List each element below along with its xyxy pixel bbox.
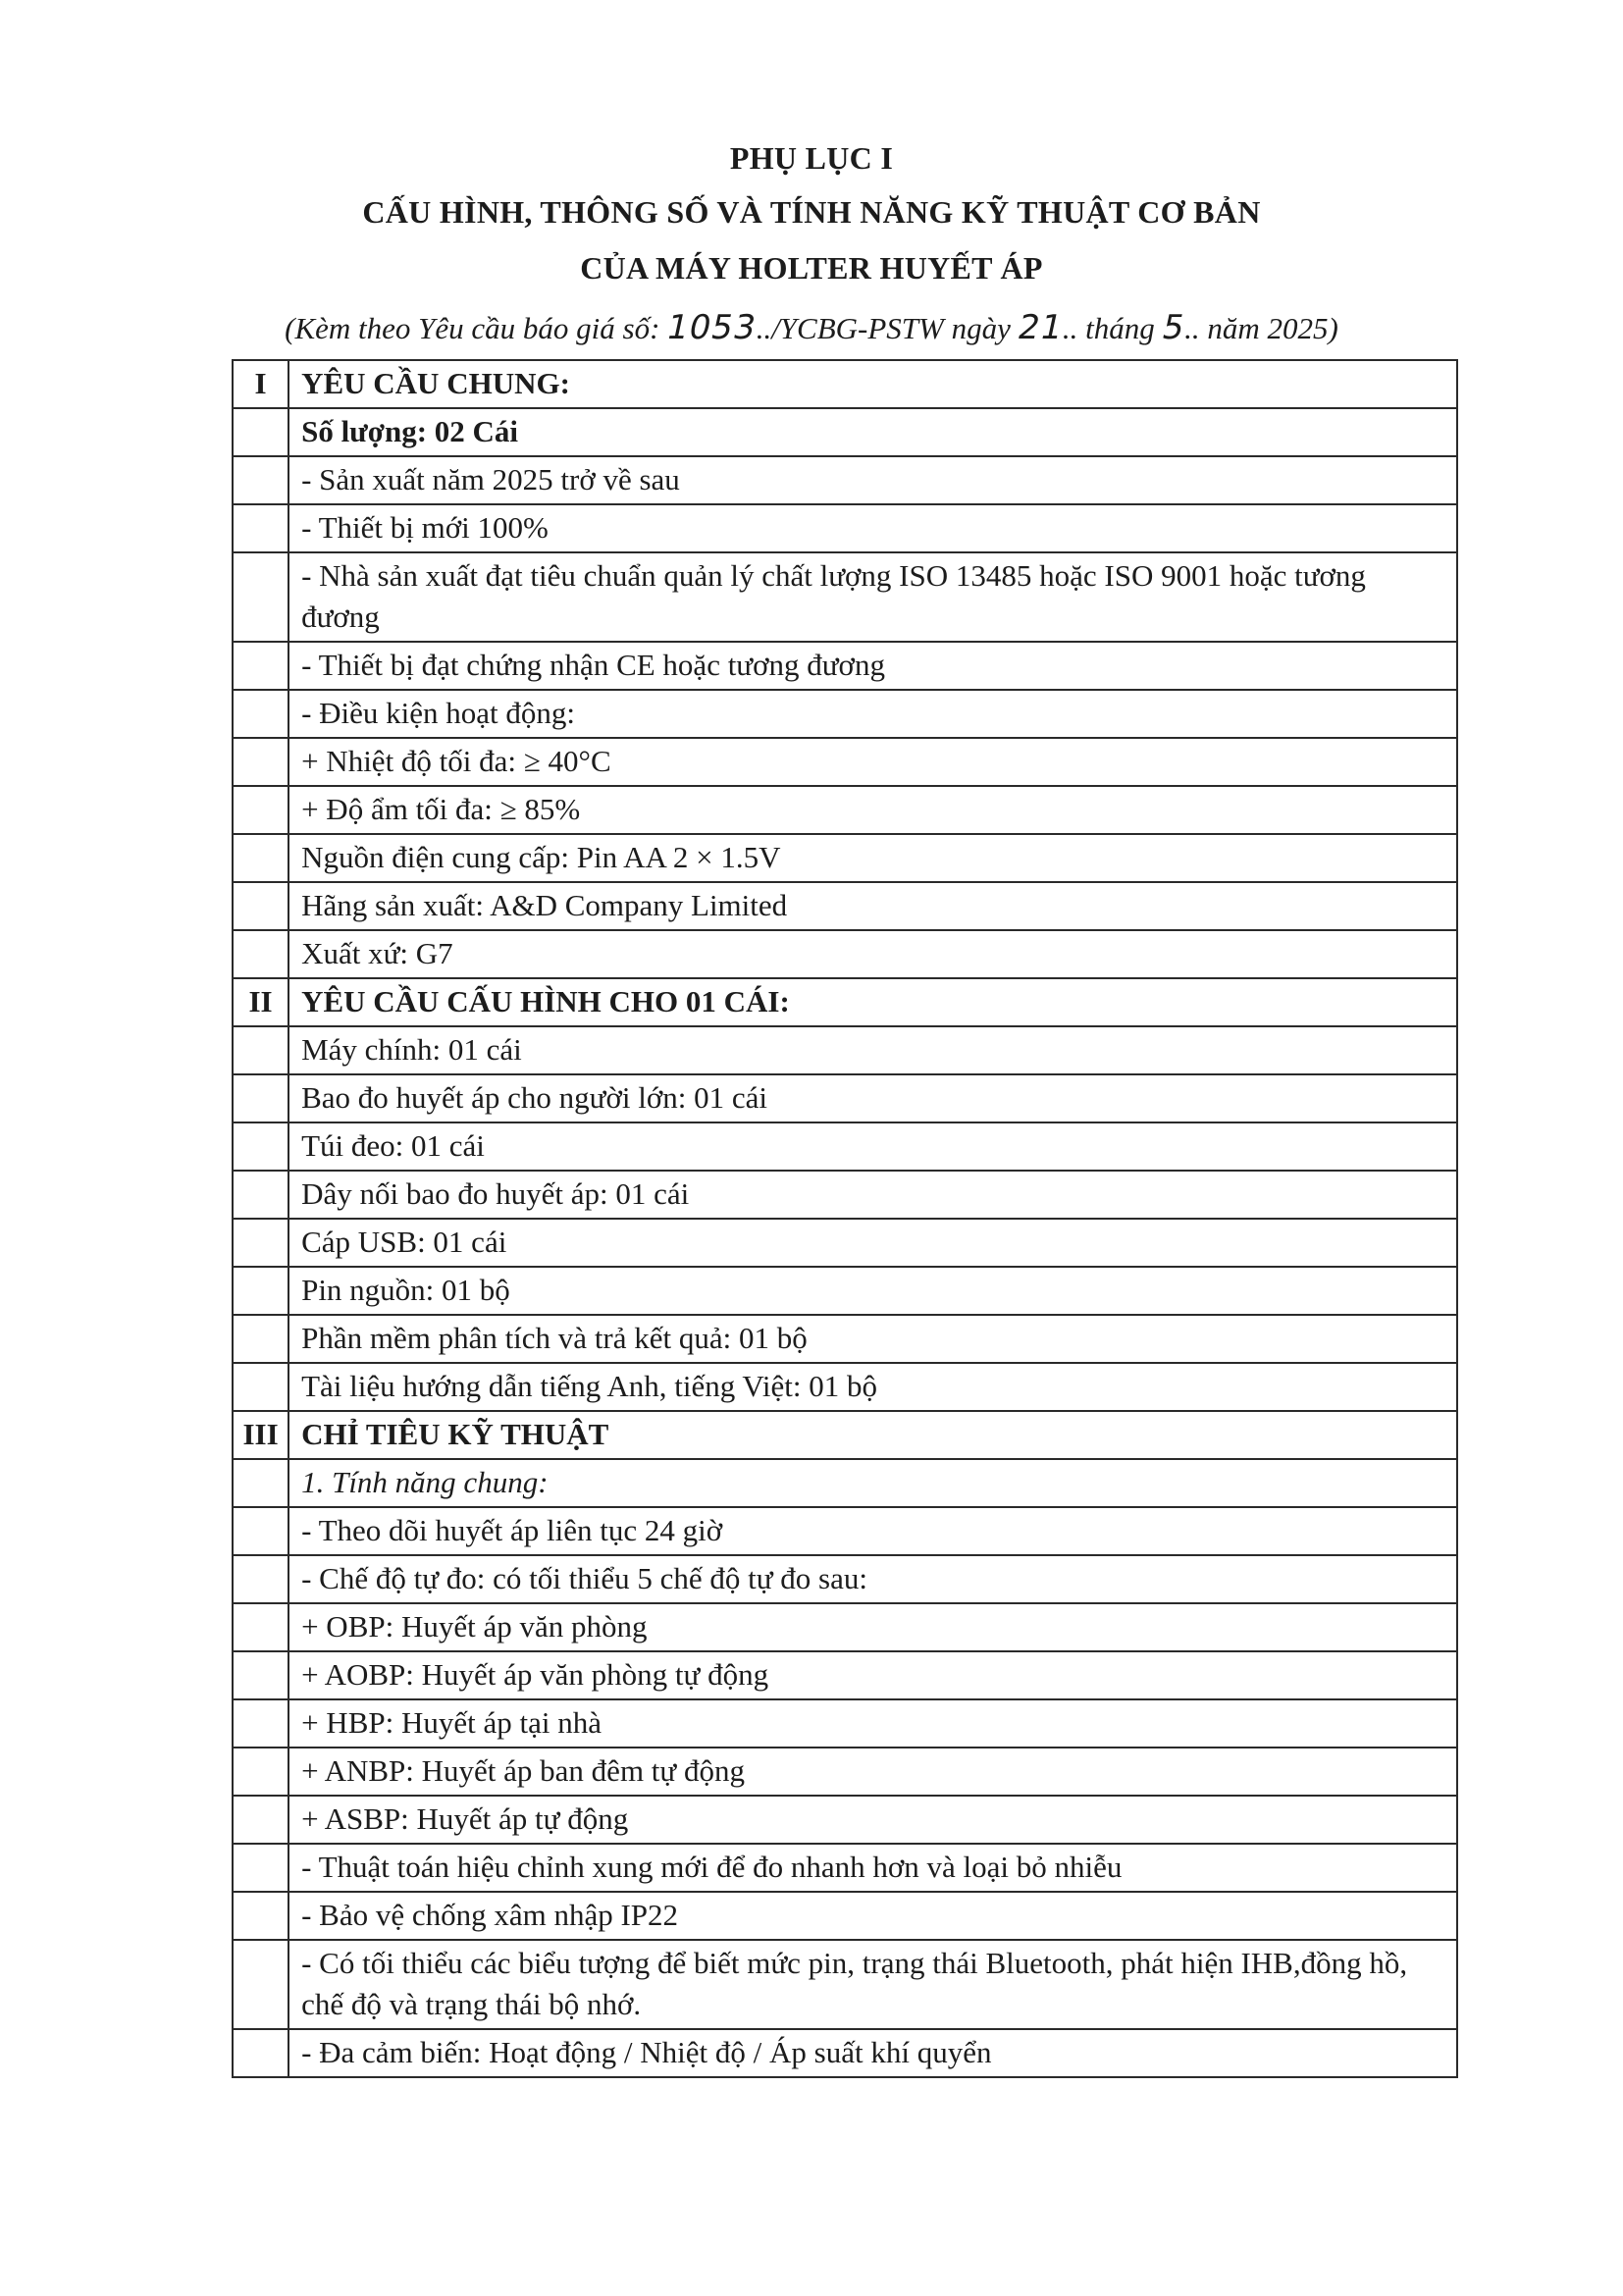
table-row [233, 786, 1457, 834]
table-row [233, 1699, 1457, 1748]
requirement-cell: + ASBP: Huyết áp tự động [288, 1796, 1457, 1844]
requirement-cell: - Theo dõi huyết áp liên tục 24 giờ [288, 1507, 1457, 1555]
table-row [233, 408, 1457, 456]
row-number-cell [233, 1026, 288, 1074]
row-number-cell [233, 1796, 288, 1844]
requirement-cell: - Bảo vệ chống xâm nhập IP22 [288, 1892, 1457, 1940]
requirement-cell: Nguồn điện cung cấp: Pin AA 2 × 1.5V [288, 834, 1457, 882]
requirement-cell: Cáp USB: 01 cái [288, 1219, 1457, 1267]
table-row [233, 456, 1457, 504]
requirement-cell: - Chế độ tự đo: có tối thiểu 5 chế độ tự đo sau: [288, 1555, 1457, 1603]
table-row [233, 1940, 1457, 2029]
table-row [233, 1603, 1457, 1651]
table-row [233, 1315, 1457, 1363]
table-row [233, 1363, 1457, 1411]
table-row [233, 1651, 1457, 1699]
requirement-cell: - Có tối thiểu các biểu tượng để biết mức pin, trạng thái Bluetooth, phát hiện IHB,đồng hồ, chế độ và trạng thái bộ nhớ. [288, 1940, 1457, 2029]
specification-table [232, 359, 1458, 2078]
row-number-cell [233, 408, 288, 456]
requirement-cell: + Nhiệt độ tối đa: ≥ 40°C [288, 738, 1457, 786]
table-row [233, 642, 1457, 690]
table-row [233, 1219, 1457, 1267]
requirement-cell: Số lượng: 02 Cái [288, 408, 1457, 456]
table-row [233, 930, 1457, 978]
requirement-cell: + OBP: Huyết áp văn phòng [288, 1603, 1457, 1651]
row-number-cell [233, 738, 288, 786]
table-row [233, 1555, 1457, 1603]
section-title-cell: YÊU CẦU CHUNG: [288, 360, 1457, 408]
table-row [233, 834, 1457, 882]
row-number-cell [233, 1555, 288, 1603]
specification-table-body [233, 360, 1457, 2077]
section-header-row [233, 1411, 1457, 1459]
document-title-line-2: CẤU HÌNH, THÔNG SỐ VÀ TÍNH NĂNG KỸ THUẬT CƠ BẢN [362, 194, 1261, 230]
table-row [233, 882, 1457, 930]
requirement-cell: Máy chính: 01 cái [288, 1026, 1457, 1074]
row-number-cell [233, 1459, 288, 1507]
row-number-cell [233, 1940, 288, 2029]
requirement-cell: Tài liệu hướng dẫn tiếng Anh, tiếng Việt: 01 bộ [288, 1363, 1457, 1411]
row-number-cell [233, 834, 288, 882]
handwritten-day: 21 [1014, 308, 1068, 347]
subtitle-mid-1: ../YCBG-PSTW ngày [756, 311, 1019, 345]
row-number-cell [233, 1315, 288, 1363]
table-row [233, 2029, 1457, 2077]
row-number-cell [233, 1651, 288, 1699]
table-row [233, 1074, 1457, 1122]
row-number-cell [233, 1363, 288, 1411]
requirement-cell: Xuất xứ: G7 [288, 930, 1457, 978]
requirement-cell: - Điều kiện hoạt động: [288, 690, 1457, 738]
row-number-cell [233, 1267, 288, 1315]
document-subtitle [0, 308, 1623, 347]
requirement-cell: + HBP: Huyết áp tại nhà [288, 1699, 1457, 1748]
row-number-cell [233, 1892, 288, 1940]
document-title-line-3: CỦA MÁY HOLTER HUYẾT ÁP [580, 250, 1043, 286]
row-number-cell [233, 1748, 288, 1796]
table-row [233, 504, 1457, 552]
row-number-cell: I [233, 360, 288, 408]
row-number-cell [233, 882, 288, 930]
section-title-cell: YÊU CẦU CẤU HÌNH CHO 01 CÁI: [288, 978, 1457, 1026]
table-row [233, 1796, 1457, 1844]
requirement-cell: - Đa cảm biến: Hoạt động / Nhiệt độ / Áp suất khí quyển [288, 2029, 1457, 2077]
row-number-cell [233, 1603, 288, 1651]
table-row [233, 690, 1457, 738]
table-row [233, 1892, 1457, 1940]
table-row [233, 1459, 1457, 1507]
requirement-cell: - Thiết bị mới 100% [288, 504, 1457, 552]
table-row [233, 1171, 1457, 1219]
row-number-cell [233, 690, 288, 738]
requirement-cell: Dây nối bao đo huyết áp: 01 cái [288, 1171, 1457, 1219]
row-number-cell [233, 1844, 288, 1892]
requirement-cell: - Thiết bị đạt chứng nhận CE hoặc tương đương [288, 642, 1457, 690]
section-header-row [233, 978, 1457, 1026]
requirement-cell: Bao đo huyết áp cho người lớn: 01 cái [288, 1074, 1457, 1122]
subtitle-open: (Kèm theo Yêu cầu báo giá số: [285, 311, 668, 345]
table-row [233, 552, 1457, 642]
requirement-cell: - Sản xuất năm 2025 trở về sau [288, 456, 1457, 504]
row-number-cell [233, 504, 288, 552]
table-row [233, 1507, 1457, 1555]
row-number-cell [233, 1507, 288, 1555]
requirement-cell: + AOBP: Huyết áp văn phòng tự động [288, 1651, 1457, 1699]
row-number-cell [233, 1219, 288, 1267]
row-number-cell [233, 456, 288, 504]
row-number-cell [233, 1171, 288, 1219]
row-number-cell [233, 1074, 288, 1122]
requirement-cell: Túi đeo: 01 cái [288, 1122, 1457, 1171]
section-title-cell: CHỈ TIÊU KỸ THUẬT [288, 1411, 1457, 1459]
row-number-cell [233, 552, 288, 642]
handwritten-request-number: 1053 [662, 308, 760, 347]
row-number-cell: II [233, 978, 288, 1026]
row-number-cell [233, 930, 288, 978]
row-number-cell [233, 786, 288, 834]
requirement-cell: Pin nguồn: 01 bộ [288, 1267, 1457, 1315]
handwritten-month: 5 [1158, 308, 1189, 347]
subtitle-mid-2: .. tháng [1062, 311, 1163, 345]
row-number-cell [233, 1699, 288, 1748]
table-row [233, 738, 1457, 786]
row-number-cell [233, 642, 288, 690]
table-row [233, 1122, 1457, 1171]
requirement-cell: + ANBP: Huyết áp ban đêm tự động [288, 1748, 1457, 1796]
requirement-cell: Phần mềm phân tích và trả kết quả: 01 bộ [288, 1315, 1457, 1363]
requirement-cell: - Thuật toán hiệu chỉnh xung mới để đo nhanh hơn và loại bỏ nhiễu [288, 1844, 1457, 1892]
row-number-cell [233, 2029, 288, 2077]
requirement-cell: + Độ ẩm tối đa: ≥ 85% [288, 786, 1457, 834]
table-row [233, 1267, 1457, 1315]
table-row [233, 1844, 1457, 1892]
subtitle-end: .. năm 2025) [1184, 311, 1338, 345]
table-row [233, 1026, 1457, 1074]
requirement-cell: 1. Tính năng chung: [288, 1459, 1457, 1507]
requirement-cell: Hãng sản xuất: A&D Company Limited [288, 882, 1457, 930]
section-header-row [233, 360, 1457, 408]
row-number-cell [233, 1122, 288, 1171]
requirement-cell: - Nhà sản xuất đạt tiêu chuẩn quản lý chất lượng ISO 13485 hoặc ISO 9001 hoặc tương đương [288, 552, 1457, 642]
appendix-title: PHỤ LỤC I [729, 140, 894, 176]
row-number-cell: III [233, 1411, 288, 1459]
table-row [233, 1748, 1457, 1796]
